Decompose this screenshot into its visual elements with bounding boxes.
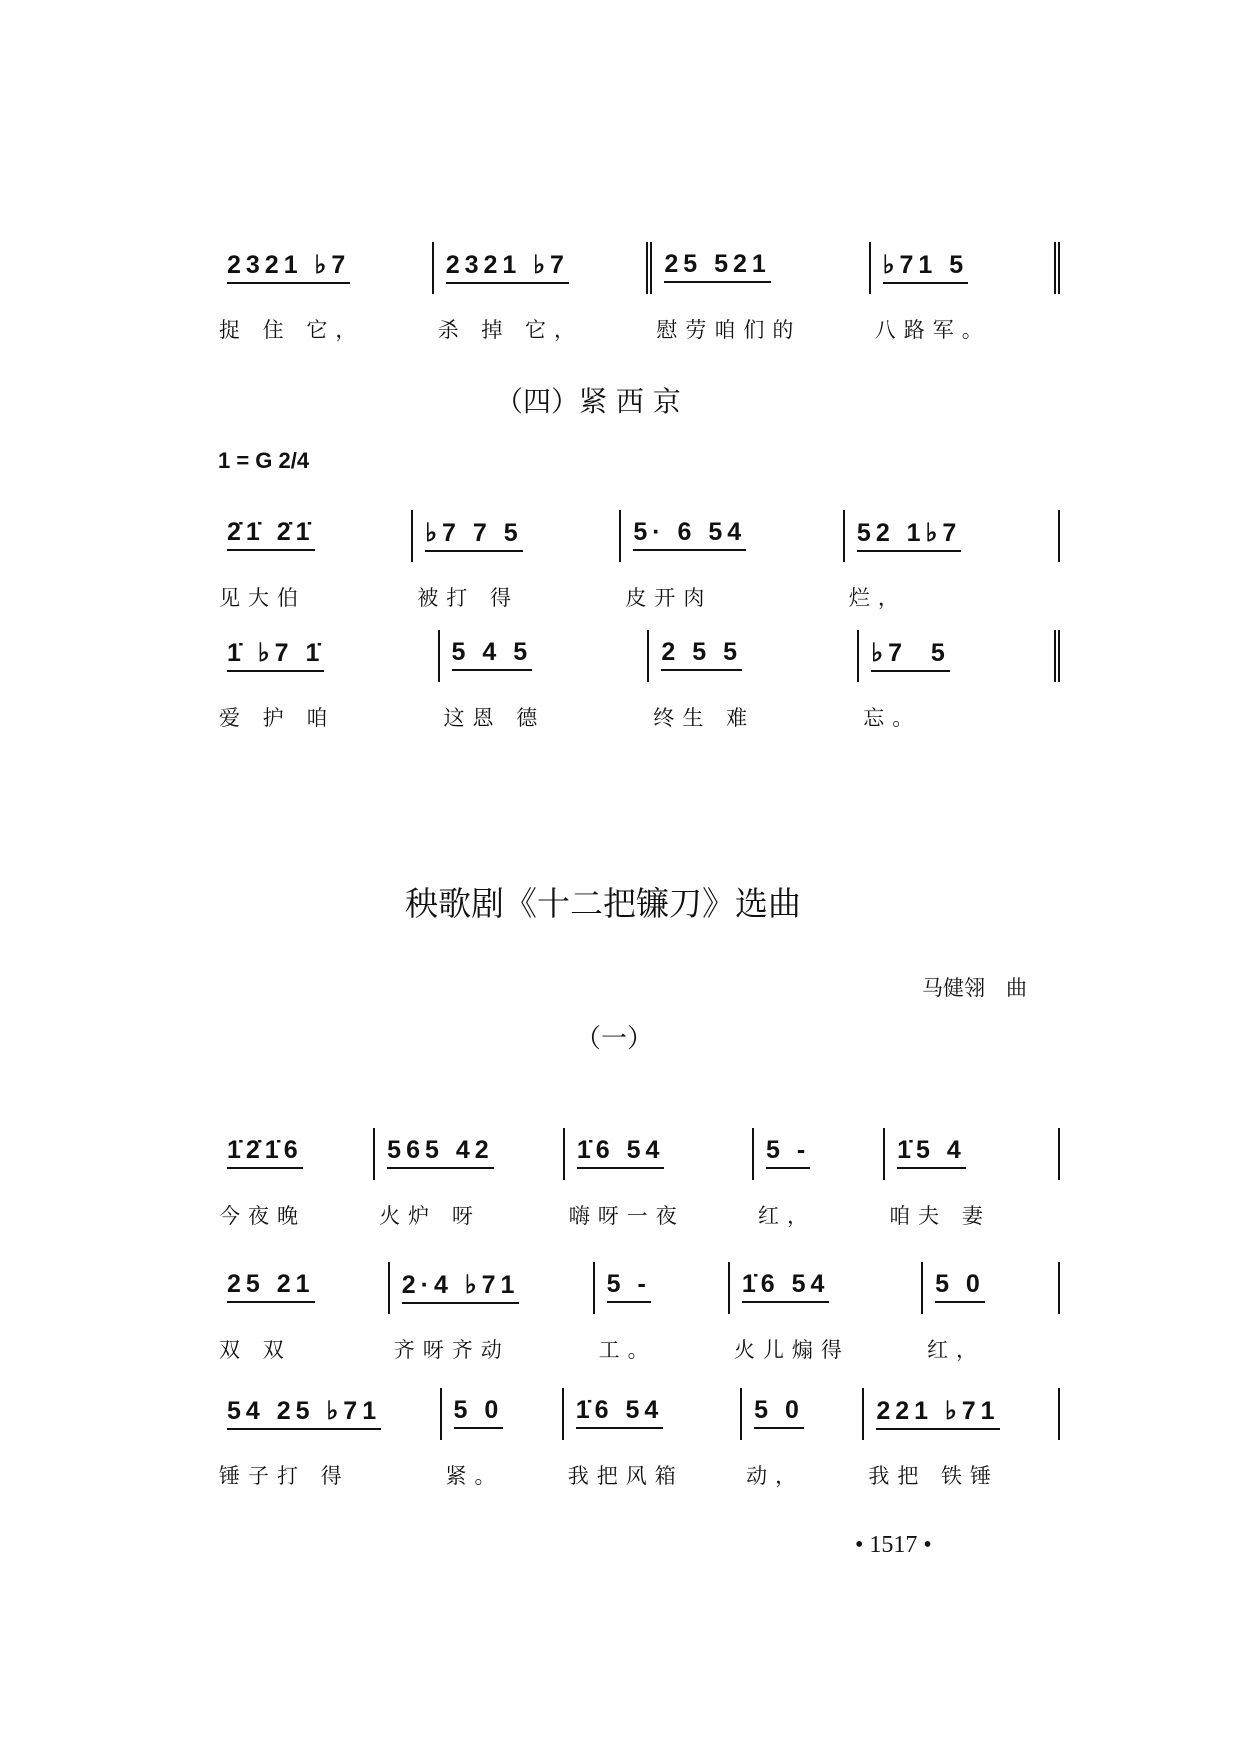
measure-notes: 1̇5 4 [897, 1136, 966, 1169]
lyrics: 火炉 呀 [379, 1204, 481, 1228]
measure-staff [413, 510, 621, 562]
measure [375, 1128, 565, 1230]
lyrics: 爱 护 咱 [219, 706, 336, 730]
measure-notes: 1̇6 54 [577, 1136, 665, 1169]
measure-staff [564, 1388, 742, 1440]
measure-notes: 5 - [607, 1270, 651, 1303]
measure-notes: 2̇1̇ 2̇1̇ [227, 518, 315, 551]
measure-staff [215, 1262, 390, 1314]
measure-notes: 25 521 [664, 250, 770, 283]
measure-notes: 5 - [766, 1136, 810, 1169]
lyrics: 杀 掉 它， [437, 318, 584, 342]
measure-notes: ♭7 7 5 [425, 518, 522, 552]
lyrics: 慰劳咱们的 [656, 318, 802, 342]
lyrics: 工。 [598, 1338, 657, 1362]
lyrics: 齐呀齐动 [393, 1338, 510, 1362]
measure [864, 1388, 1060, 1490]
measure-staff [859, 630, 1060, 682]
lyrics: 我把风箱 [567, 1464, 684, 1488]
measure-notes: ♭7 5 [871, 638, 950, 672]
measure [730, 1262, 923, 1364]
measure-staff [923, 1262, 1060, 1314]
measure [565, 1128, 754, 1230]
measure-staff [885, 1128, 1060, 1180]
measure [923, 1262, 1060, 1364]
lyrics: 动， [746, 1464, 805, 1488]
lyrics: 烂， [848, 586, 907, 610]
measure [595, 1262, 730, 1364]
measure-notes: 2·4 ♭71 [402, 1270, 520, 1304]
score-row [215, 1128, 1060, 1230]
lyrics: 八路军。 [874, 318, 991, 342]
measure [215, 242, 434, 344]
measure-notes: 1̇6 54 [742, 1270, 830, 1303]
measure [390, 1262, 595, 1364]
measure [442, 1388, 564, 1490]
lyrics: 终生 难 [653, 706, 756, 730]
measure [215, 1128, 375, 1230]
measure-notes: 221 ♭71 [876, 1396, 999, 1430]
measure-notes: 1̇ ♭7 1̇ [227, 638, 324, 672]
lyrics: 双 双 [219, 1338, 292, 1362]
measure-notes: 5 0 [935, 1270, 985, 1303]
measure [413, 510, 621, 612]
measure-notes: 54 25 ♭71 [227, 1396, 381, 1430]
measure-notes: 5· 6 54 [633, 518, 746, 551]
measure [885, 1128, 1060, 1230]
measure-staff [440, 630, 650, 682]
measure [215, 510, 413, 612]
measure-staff [652, 242, 870, 294]
measure [652, 242, 870, 344]
measure-notes: 2321 ♭7 [227, 250, 350, 284]
measure [621, 510, 845, 612]
measure-notes: 5 0 [454, 1396, 504, 1429]
score-row [215, 1388, 1060, 1490]
measure-notes: 5 0 [754, 1396, 804, 1429]
measure-notes: 2321 ♭7 [446, 250, 569, 284]
lyrics: 红， [757, 1204, 816, 1228]
measure-staff [864, 1388, 1060, 1440]
composer: 马健翎 曲 [922, 976, 1027, 1000]
measure [215, 1262, 390, 1364]
measure-notes: 1̇6 54 [576, 1396, 664, 1429]
measure-notes: ♭71 5 [883, 250, 968, 284]
lyrics: 紧。 [445, 1464, 504, 1488]
page-number: • 1517 • [855, 1532, 932, 1558]
measure-staff [565, 1128, 754, 1180]
section-heading-1: （一） [575, 1024, 654, 1054]
measure-staff [649, 630, 859, 682]
measure [742, 1388, 864, 1490]
measure-notes: 5 4 5 [452, 638, 533, 671]
lyrics: 我把 铁锤 [868, 1464, 1000, 1488]
score-row [215, 1262, 1060, 1364]
score-row [215, 630, 1060, 732]
measure-notes: 52 1♭7 [857, 518, 961, 552]
measure-staff [742, 1388, 864, 1440]
measure-staff [730, 1262, 923, 1314]
measure-staff [754, 1128, 885, 1180]
measure [215, 1388, 442, 1490]
measure-staff [621, 510, 845, 562]
measure-staff [215, 1388, 442, 1440]
lyrics: 火儿煽得 [733, 1338, 850, 1362]
lyrics: 今夜晚 [219, 1204, 306, 1228]
measure [845, 510, 1060, 612]
lyrics: 忘。 [863, 706, 922, 730]
measure [754, 1128, 885, 1230]
measure-staff [215, 242, 434, 294]
measure [649, 630, 859, 732]
section-heading-4: （四）紧 西 京 [495, 385, 681, 418]
measure-notes: 1̇2̇1̇6 [227, 1136, 303, 1169]
measure-staff [871, 242, 1060, 294]
measure [215, 630, 440, 732]
lyrics: 捉 住 它， [219, 318, 365, 342]
lyrics: 咱夫 妻 [889, 1204, 991, 1228]
lyrics: 被打 得 [417, 586, 519, 610]
measure-notes: 25 21 [227, 1270, 315, 1303]
lyrics: 锤子打 得 [219, 1464, 350, 1488]
lyrics: 见大伯 [219, 586, 306, 610]
measure [859, 630, 1060, 732]
lyrics: 这恩 德 [443, 706, 546, 730]
measure-staff [215, 630, 440, 682]
measure-staff [390, 1262, 595, 1314]
measure-staff [595, 1262, 730, 1314]
measure-staff [434, 242, 653, 294]
lyrics: 皮开肉 [625, 586, 713, 610]
measure-notes: 2 5 5 [661, 638, 742, 671]
key-signature: 1 = G 2/4 [218, 448, 310, 473]
measure-staff [845, 510, 1060, 562]
measure-notes: 565 42 [387, 1136, 493, 1169]
measure [434, 242, 653, 344]
measure [871, 242, 1060, 344]
measure [564, 1388, 742, 1490]
measure-staff [375, 1128, 565, 1180]
piece-title: 秧歌剧《十二把镰刀》选曲 [405, 884, 801, 923]
lyrics: 嗨呀一夜 [568, 1204, 685, 1228]
score-row [215, 510, 1060, 612]
measure-staff [215, 510, 413, 562]
measure-staff [442, 1388, 564, 1440]
score-row [215, 242, 1060, 344]
measure-staff [215, 1128, 375, 1180]
measure [440, 630, 650, 732]
lyrics: 红， [927, 1338, 986, 1362]
